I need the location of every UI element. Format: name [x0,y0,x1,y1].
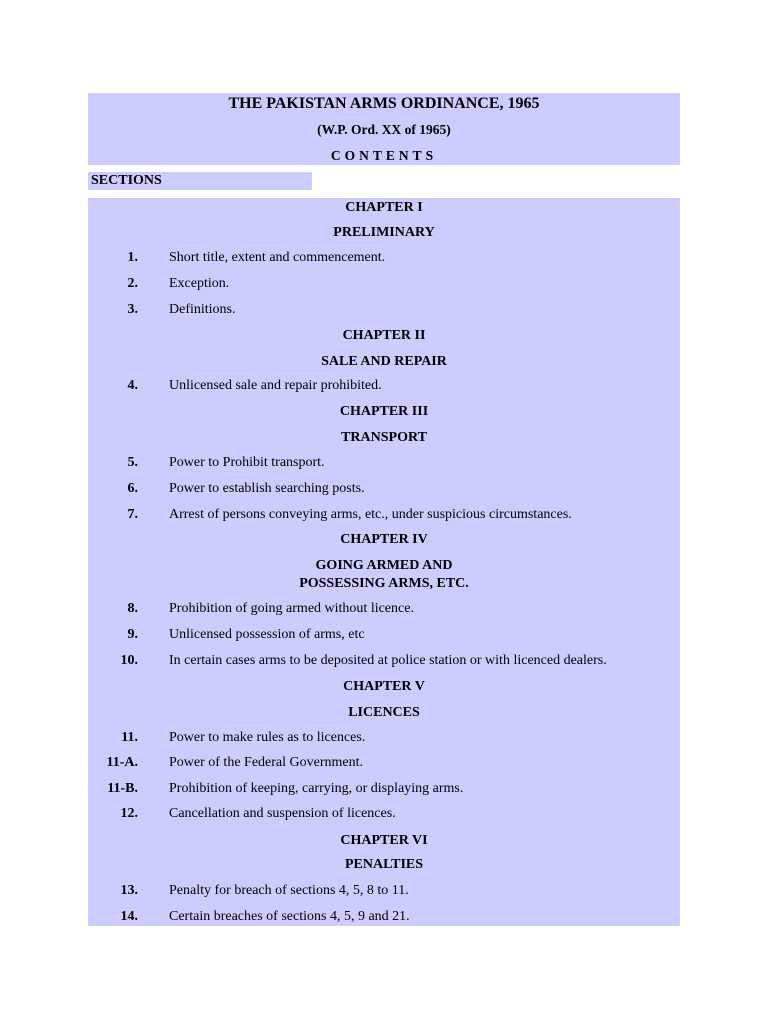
chapter-1-label: CHAPTER I [345,200,423,215]
section-number: 3. [127,302,138,317]
contents-heading: CONTENTS [330,148,438,163]
section-number: 12. [120,806,138,821]
section-number: 2. [127,276,138,291]
section-title: Unlicensed sale and repair prohibited. [169,378,382,393]
chapter-2-heading: SALE AND REPAIR [321,354,447,369]
section-number: 10. [120,653,138,668]
section-number: 11-B. [107,781,138,796]
chapter-2-label: CHAPTER II [342,328,426,343]
list-item[interactable] [88,481,680,499]
section-number: 14. [120,909,138,924]
section-title: Short title, extent and commencement. [169,250,386,265]
section-title: In certain cases arms to be deposited at police station or with licenced dealers. [169,653,607,668]
list-item[interactable] [88,755,680,773]
list-item[interactable] [88,806,680,824]
section-title: Arrest of persons conveying arms, etc., under suspicious circumstances. [169,507,572,522]
list-item[interactable] [88,883,680,901]
section-number: 9. [127,627,138,642]
list-item[interactable] [88,730,680,748]
section-number: 4. [127,378,138,393]
chapter-4-heading-line2: POSSESSING ARMS, ETC. [299,576,469,591]
table-of-contents [88,198,680,926]
section-number: 11. [121,730,138,745]
section-number: 1. [127,250,138,265]
list-item[interactable] [88,601,680,619]
list-item[interactable] [88,507,680,525]
section-title: Power to make rules as to licences. [169,730,366,745]
chapter-1-heading: PRELIMINARY [333,225,435,240]
list-item[interactable] [88,909,680,927]
section-number: 5. [127,455,138,470]
chapter-4-label: CHAPTER IV [340,532,428,547]
list-item[interactable] [88,455,680,473]
ordinance-reference: (W.P. Ord. XX of 1965) [317,122,451,137]
chapter-5-label: CHAPTER V [343,679,425,694]
section-number: 13. [120,883,138,898]
section-title: Definitions. [169,302,236,317]
section-number: 7. [127,507,138,522]
section-title: Penalty for breach of sections 4, 5, 8 to 11. [169,883,409,898]
chapter-5-heading: LICENCES [348,705,420,720]
section-title: Prohibition of keeping, carrying, or displaying arms. [169,781,464,796]
list-item[interactable] [88,781,680,799]
list-item[interactable] [88,627,680,645]
section-number: 8. [127,601,138,616]
section-title: Certain breaches of sections 4, 5, 9 and 21. [169,909,410,924]
sections-label: SECTIONS [91,173,162,188]
chapter-6-heading: PENALTIES [344,857,424,872]
section-number: 11-A. [106,755,138,770]
list-item[interactable] [88,250,680,268]
section-number: 6. [127,481,138,496]
list-item[interactable] [88,653,680,671]
section-title: Power to Prohibit transport. [169,455,325,470]
list-item[interactable] [88,302,680,320]
chapter-3-heading: TRANSPORT [341,430,427,445]
section-title: Cancellation and suspension of licences. [169,806,396,821]
section-title: Power of the Federal Government. [169,755,363,770]
chapter-6-label: CHAPTER VI [340,833,428,848]
sections-header [88,172,312,190]
section-title: Power to establish searching posts. [169,481,365,496]
document-title: THE PAKISTAN ARMS ORDINANCE, 1965 [228,95,540,112]
section-title: Unlicensed possession of arms, etc [169,627,365,642]
list-item[interactable] [88,378,680,396]
chapter-3-label: CHAPTER III [339,404,429,419]
document-header [88,93,680,165]
section-title: Exception. [169,276,230,291]
chapter-4-heading-line1: GOING ARMED AND [315,558,453,573]
list-item[interactable] [88,276,680,294]
section-title: Prohibition of going armed without licence. [169,601,414,616]
